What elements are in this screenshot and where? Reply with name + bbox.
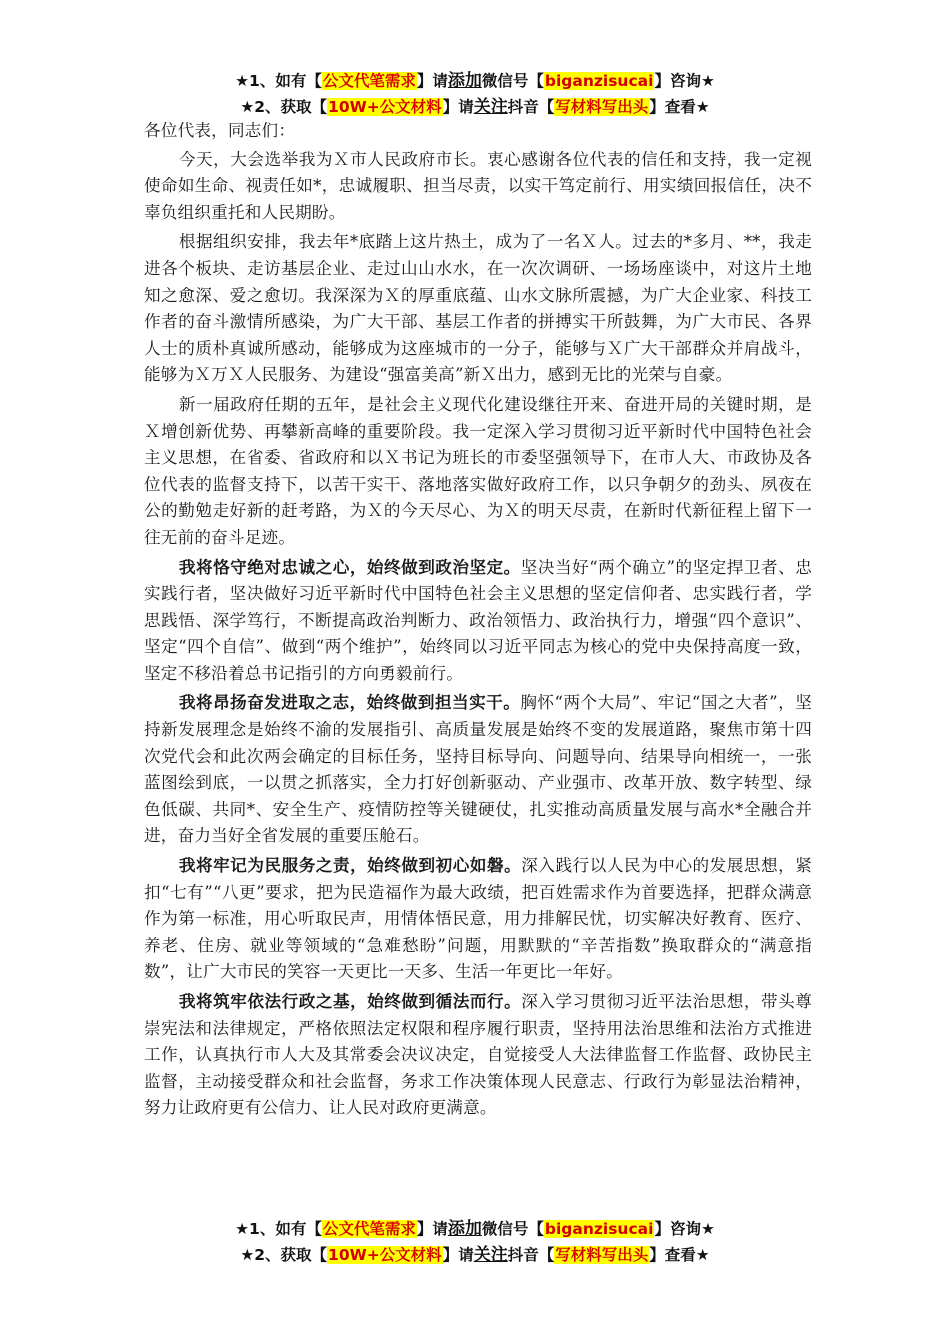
promo-text: 】咨询★ (654, 1220, 715, 1238)
underlined-text: 添加 (447, 71, 482, 91)
promo-line-2 (0, 1242, 950, 1268)
promo-line-1 (0, 1216, 950, 1242)
promo-text: ★1、如有【 (235, 1220, 322, 1238)
promo-text: 】咨询★ (654, 72, 715, 90)
promo-text: ★2、获取【 (240, 1246, 328, 1264)
promo-text: 微信号【 (481, 1220, 544, 1238)
paragraph (144, 690, 812, 850)
paragraph (144, 989, 812, 1122)
paragraph: 新一届政府任期的五年，是社会主义现代化建设继往开来、奋进开局的关键时期，是Ｘ增创新优势、再攀新高峰的重要阶段。我一定深入学习贯彻习近平新时代中国特色社会主义思想，在省委、省政府和以Ｘ书记为班长的市委坚强领导下，在市人大、市政协及各位代表的监督支持下，以苦干实干、落地落实做好政府工作，以只争朝夕的劲头、夙夜在公的勤勉走好新的赶考路，为Ｘ的今天尽心、为Ｘ的明天尽责，在新时代新征程上留下一往无前的奋斗足迹。 (144, 394, 812, 547)
promo-banner-bottom (0, 1216, 950, 1268)
paragraph-text: 深入践行以人民为中心的发展思想，紧扣“七有”“八更”要求，把为民造福作为最大政绩，把百姓需求作为首要选择，把群众满意作为第一标准，用心听取民声，用情体悟民意，用力排解民忧，切实解决好教育、医疗、养老、住房、就业等领域的“急难愁盼”问题，用默默的“辛苦指数”换取群众的“满意指数”，让广大市民的笑容一天更比一天多、生活一年更比一年好。 (144, 856, 813, 982)
promo-text: ★1、如有【 (235, 72, 322, 90)
promo-text: 微信号【 (481, 72, 544, 90)
promo-text: 】请 (442, 98, 474, 116)
promo-text: 】请 (416, 72, 448, 90)
paragraph: 今天，大会选举我为Ｘ市人民政府市长。衷心感谢各位代表的信任和支持，我一定视使命如生命、视责任如*，忠诚履职、担当尽责，以实干笃定前行、用实绩回报信任，决不辜负组织重托和人民期盼。 (144, 149, 812, 222)
paragraph: 根据组织安排，我去年*底踏上这片热土，成为了一名Ｘ人。过去的*多月、**，我走进各个板块、走访基层企业、走过山山水水，在一次次调研、一场场座谈中，对这片土地知之愈深、爱之愈切。我深深为Ｘ的厚重底蕴、山水文脉所震撼，为广大企业家、科技工作者的奋斗激情所感染，为广大干部、基层工作者的拼搏实干所鼓舞，为广大市民、各界人士的质朴真诚所感动，能够成为这座城市的一分子，能够与Ｘ广大干部群众并肩战斗，能够为Ｘ万Ｘ人民服务、为建设“强富美高”新Ｘ出力，感到无比的光荣与自豪。 (144, 232, 812, 385)
paragraph-text: 坚决当好“两个确立”的坚定捍卫者、忠实践行者，坚决做好习近平新时代中国特色社会主义思想的坚定信仰者、忠实践行者，学思践悟、深学笃行，不断提高政治判断力、政治领悟力、政治执行力，增强“四个意识”、坚定“四个自信”、做到“两个维护”，始终同以习近平同志为核心的党中央保持高度一致，坚定不移沿着总书记指引的方向勇毅前行。 (144, 557, 812, 683)
greeting: 各位代表，同志们： (144, 121, 296, 140)
promo-text: 】请 (416, 1220, 448, 1238)
paragraph-lead: 我将筑牢依法行政之基，始终做到循法而行。 (178, 992, 522, 1011)
promo-text: 】请 (442, 1246, 474, 1264)
promo-text: 抖音【 (507, 98, 555, 116)
promo-text: 】查看★ (649, 98, 710, 116)
promo-banner-top (0, 68, 950, 120)
underlined-text: 关注 (473, 1245, 508, 1265)
paragraph-lead: 我将牢记为民服务之责，始终做到初心如磐。 (178, 856, 522, 876)
paragraph (144, 853, 812, 986)
highlight-service: 公文代笔需求 (322, 1220, 416, 1238)
promo-text: 抖音【 (507, 1246, 555, 1264)
promo-line-1 (0, 68, 950, 94)
underlined-text: 添加 (447, 1219, 482, 1239)
promo-line-2 (0, 94, 950, 120)
underlined-text: 关注 (473, 97, 508, 117)
promo-text: 】查看★ (649, 1246, 710, 1264)
highlight-materials: 10W+公文材料 (328, 98, 442, 116)
paragraph-text: 胸怀“两个大局”、牢记“国之大者”，坚持新发展理念是始终不渝的发展指引、高质量发展是始终不变的发展道路，聚焦市第十四次党代会和此次两会确定的目标任务，坚持目标导向、问题导向、结果导向相统一，一张蓝图绘到底，一以贯之抓落实，全力打好创新驱动、产业强市、改革开放、数字转型、绿色低碳、共同*、安全生产、疫情防控等关键硬仗，扎实推动高质量发展与高水*全融合并进，奋力当好全省发展的重要压舱石。 (144, 693, 812, 846)
highlight-service: 公文代笔需求 (322, 72, 416, 90)
paragraph (144, 555, 812, 688)
highlight-materials: 10W+公文材料 (328, 1246, 442, 1264)
promo-text: ★2、获取【 (240, 98, 328, 116)
highlight-wechat-id: biganzisucai (544, 72, 654, 90)
paragraph-lead: 我将恪守绝对忠诚之心，始终做到政治坚定。 (178, 557, 521, 577)
highlight-douyin-account: 写材料写出头 (555, 98, 649, 116)
paragraph-text: 深入学习贯彻习近平法治思想，带头尊崇宪法和法律规定，严格依照法定权限和程序履行职责，坚持用法治思维和法治方式推进工作，认真执行市人大及其常委会决议决定，自觉接受人大法律监督工作监督、政协民主监督，主动接受群众和社会监督，务求工作决策体现人民意志、行政行为彰显法治精神，努力让政府更有公信力、让人民对政府更满意。 (144, 992, 813, 1118)
highlight-wechat-id: biganzisucai (544, 1220, 654, 1238)
speech-body (144, 118, 812, 1125)
paragraph-lead: 我将昂扬奋发进取之志，始终做到担当实干。 (178, 693, 521, 713)
highlight-douyin-account: 写材料写出头 (555, 1246, 649, 1264)
